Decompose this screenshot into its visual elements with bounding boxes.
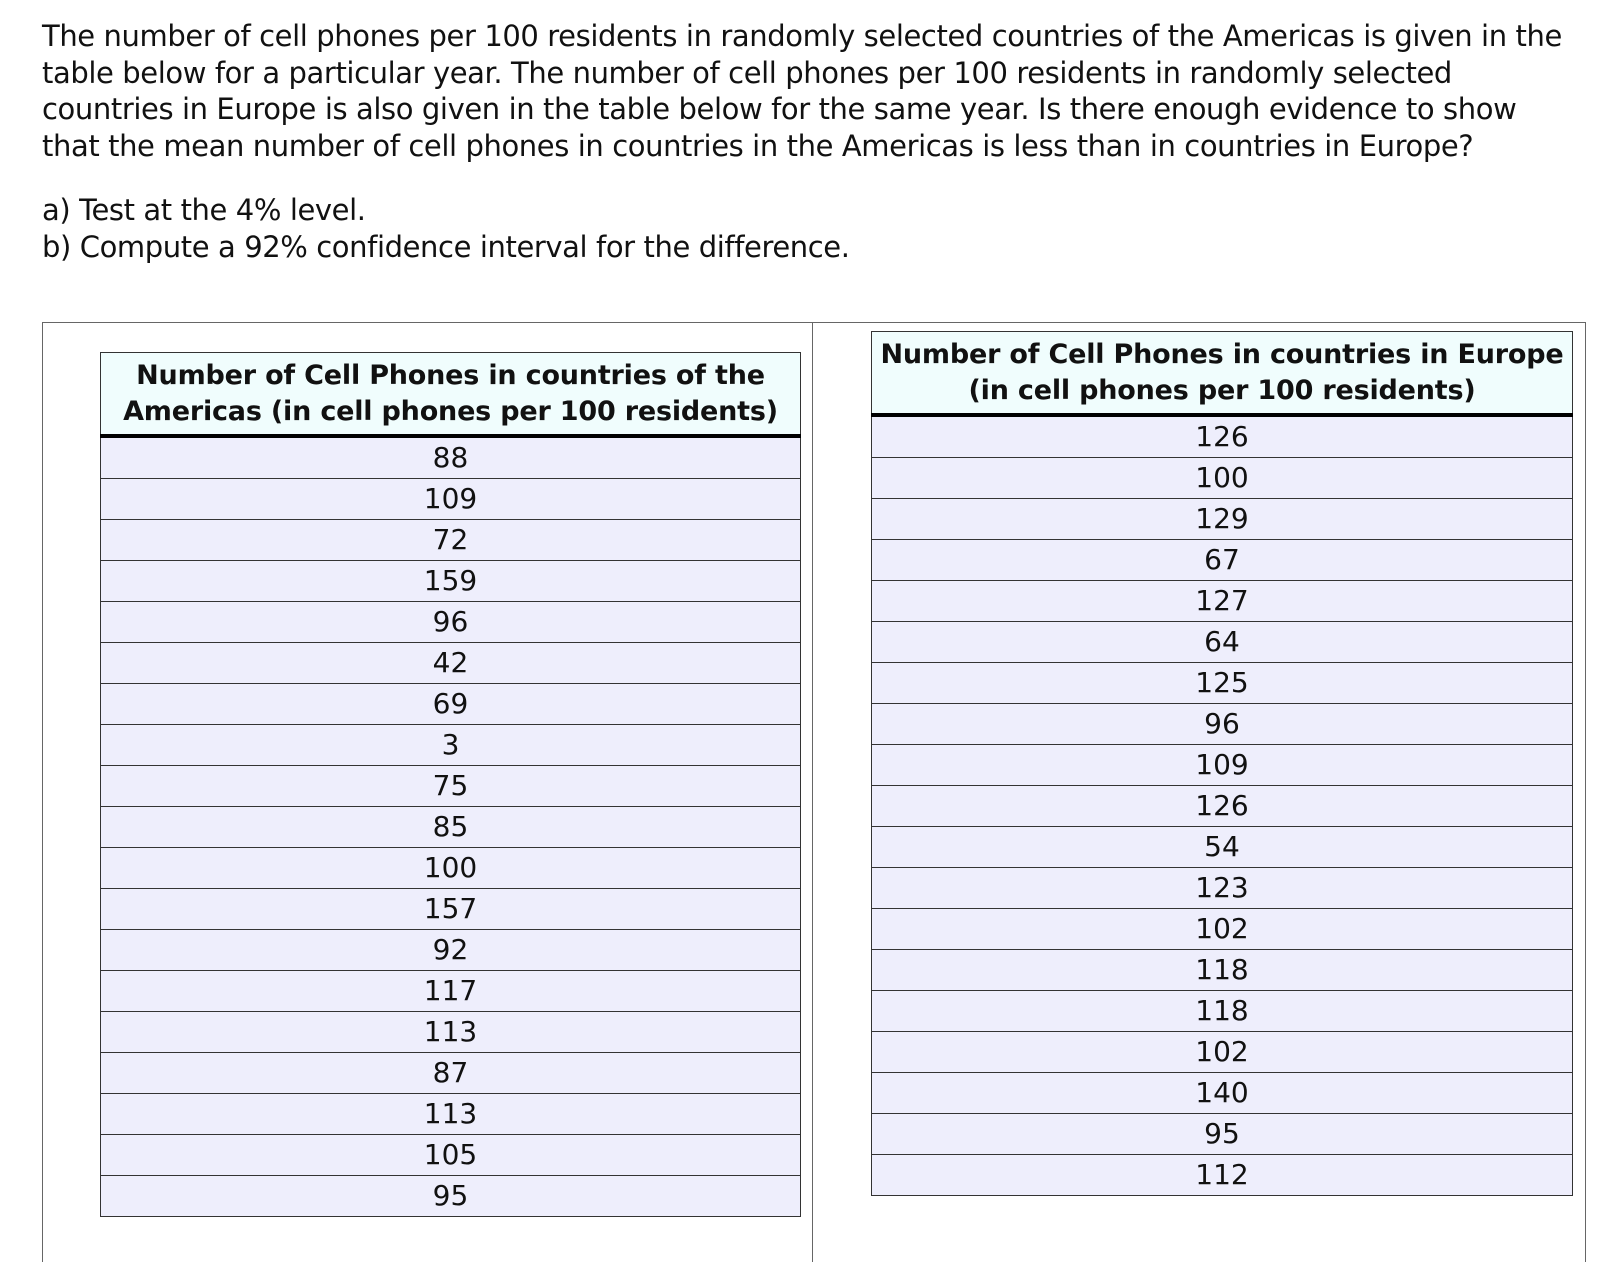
europe-table-row: [872, 540, 1573, 581]
europe-table-row: [872, 1032, 1573, 1073]
question-parts: [42, 192, 850, 265]
europe-cell-value: 109: [872, 745, 1573, 786]
europe-cell-value: 102: [872, 1032, 1573, 1073]
americas-table-row: [101, 520, 801, 561]
americas-cell-value: 109: [101, 479, 801, 520]
americas-cell-value: 113: [101, 1094, 801, 1135]
europe-cell-value: 123: [872, 868, 1573, 909]
column-divider: [812, 322, 813, 1262]
americas-cell-value: 72: [101, 520, 801, 561]
europe-cell-value: 126: [872, 786, 1573, 827]
europe-table-row: [872, 868, 1573, 909]
americas-table-row: [101, 561, 801, 602]
americas-cell-value: 96: [101, 602, 801, 643]
americas-table-row: [101, 1094, 801, 1135]
europe-table-row: [872, 1155, 1573, 1196]
europe-table-row: [872, 1114, 1573, 1155]
europe-cell-value: 64: [872, 622, 1573, 663]
europe-table-body: [872, 415, 1573, 1196]
americas-cell-value: 157: [101, 889, 801, 930]
europe-table-row: [872, 663, 1573, 704]
americas-table-row: [101, 643, 801, 684]
europe-table-row: [872, 415, 1573, 458]
americas-table-row: [101, 766, 801, 807]
americas-table-row: [101, 1053, 801, 1094]
americas-table-row: [101, 971, 801, 1012]
europe-table-row: [872, 745, 1573, 786]
europe-table-row: [872, 499, 1573, 540]
question-text: The number of cell phones per 100 residents in randomly selected countries of the Americas is given in the table below for a particular year. The number of cell phones per 100 residents in randomly selected countries in Europe is also given in the table below for the same year. Is there enough evidence to show that the mean number of cell phones in countries in the Americas is less than in countries in Europe?: [42, 19, 1562, 163]
americas-cell-value: 3: [101, 725, 801, 766]
americas-table-row: [101, 930, 801, 971]
part-b-text: b) Compute a 92% confidence interval for the difference.: [42, 229, 850, 264]
americas-cell-value: 75: [101, 766, 801, 807]
europe-table-row: [872, 827, 1573, 868]
americas-cell-value: 85: [101, 807, 801, 848]
americas-table-header: Number of Cell Phones in countries of the Americas (in cell phones per 100 residents): [101, 353, 801, 437]
europe-cell-value: 102: [872, 909, 1573, 950]
europe-cell-value: 125: [872, 663, 1573, 704]
americas-cell-value: 92: [101, 930, 801, 971]
americas-table-row: [101, 848, 801, 889]
europe-cell-value: 118: [872, 950, 1573, 991]
europe-table-row: [872, 950, 1573, 991]
americas-cell-value: 87: [101, 1053, 801, 1094]
americas-table-row: [101, 436, 801, 479]
americas-cell-value: 88: [101, 436, 801, 479]
americas-table-row: [101, 889, 801, 930]
europe-cell-value: 118: [872, 991, 1573, 1032]
americas-table-row: [101, 725, 801, 766]
americas-table-row: [101, 807, 801, 848]
europe-table-row: [872, 786, 1573, 827]
americas-table: [100, 352, 801, 1217]
americas-table-row: [101, 1012, 801, 1053]
europe-cell-value: 129: [872, 499, 1573, 540]
americas-cell-value: 105: [101, 1135, 801, 1176]
europe-cell-value: 140: [872, 1073, 1573, 1114]
europe-cell-value: 126: [872, 415, 1573, 458]
europe-table-row: [872, 991, 1573, 1032]
americas-cell-value: 42: [101, 643, 801, 684]
europe-table-header: Number of Cell Phones in countries in Europe (in cell phones per 100 residents): [872, 332, 1573, 416]
americas-table-body: [101, 436, 801, 1217]
americas-table-row: [101, 479, 801, 520]
europe-table: [871, 331, 1573, 1196]
americas-table-row: [101, 684, 801, 725]
europe-cell-value: 100: [872, 458, 1573, 499]
europe-table-row: [872, 458, 1573, 499]
europe-table-row: [872, 581, 1573, 622]
americas-table-row: [101, 1176, 801, 1217]
americas-table-row: [101, 602, 801, 643]
europe-cell-value: 127: [872, 581, 1573, 622]
americas-cell-value: 100: [101, 848, 801, 889]
americas-cell-value: 113: [101, 1012, 801, 1053]
europe-cell-value: 67: [872, 540, 1573, 581]
europe-table-row: [872, 622, 1573, 663]
americas-cell-value: 95: [101, 1176, 801, 1217]
europe-cell-value: 54: [872, 827, 1573, 868]
americas-table-row: [101, 1135, 801, 1176]
europe-table-row: [872, 909, 1573, 950]
americas-cell-value: 117: [101, 971, 801, 1012]
europe-table-row: [872, 1073, 1573, 1114]
europe-table-row: [872, 704, 1573, 745]
europe-cell-value: 112: [872, 1155, 1573, 1196]
americas-cell-value: 69: [101, 684, 801, 725]
americas-cell-value: 159: [101, 561, 801, 602]
europe-cell-value: 96: [872, 704, 1573, 745]
europe-cell-value: 95: [872, 1114, 1573, 1155]
part-a-text: a) Test at the 4% level.: [42, 193, 366, 227]
